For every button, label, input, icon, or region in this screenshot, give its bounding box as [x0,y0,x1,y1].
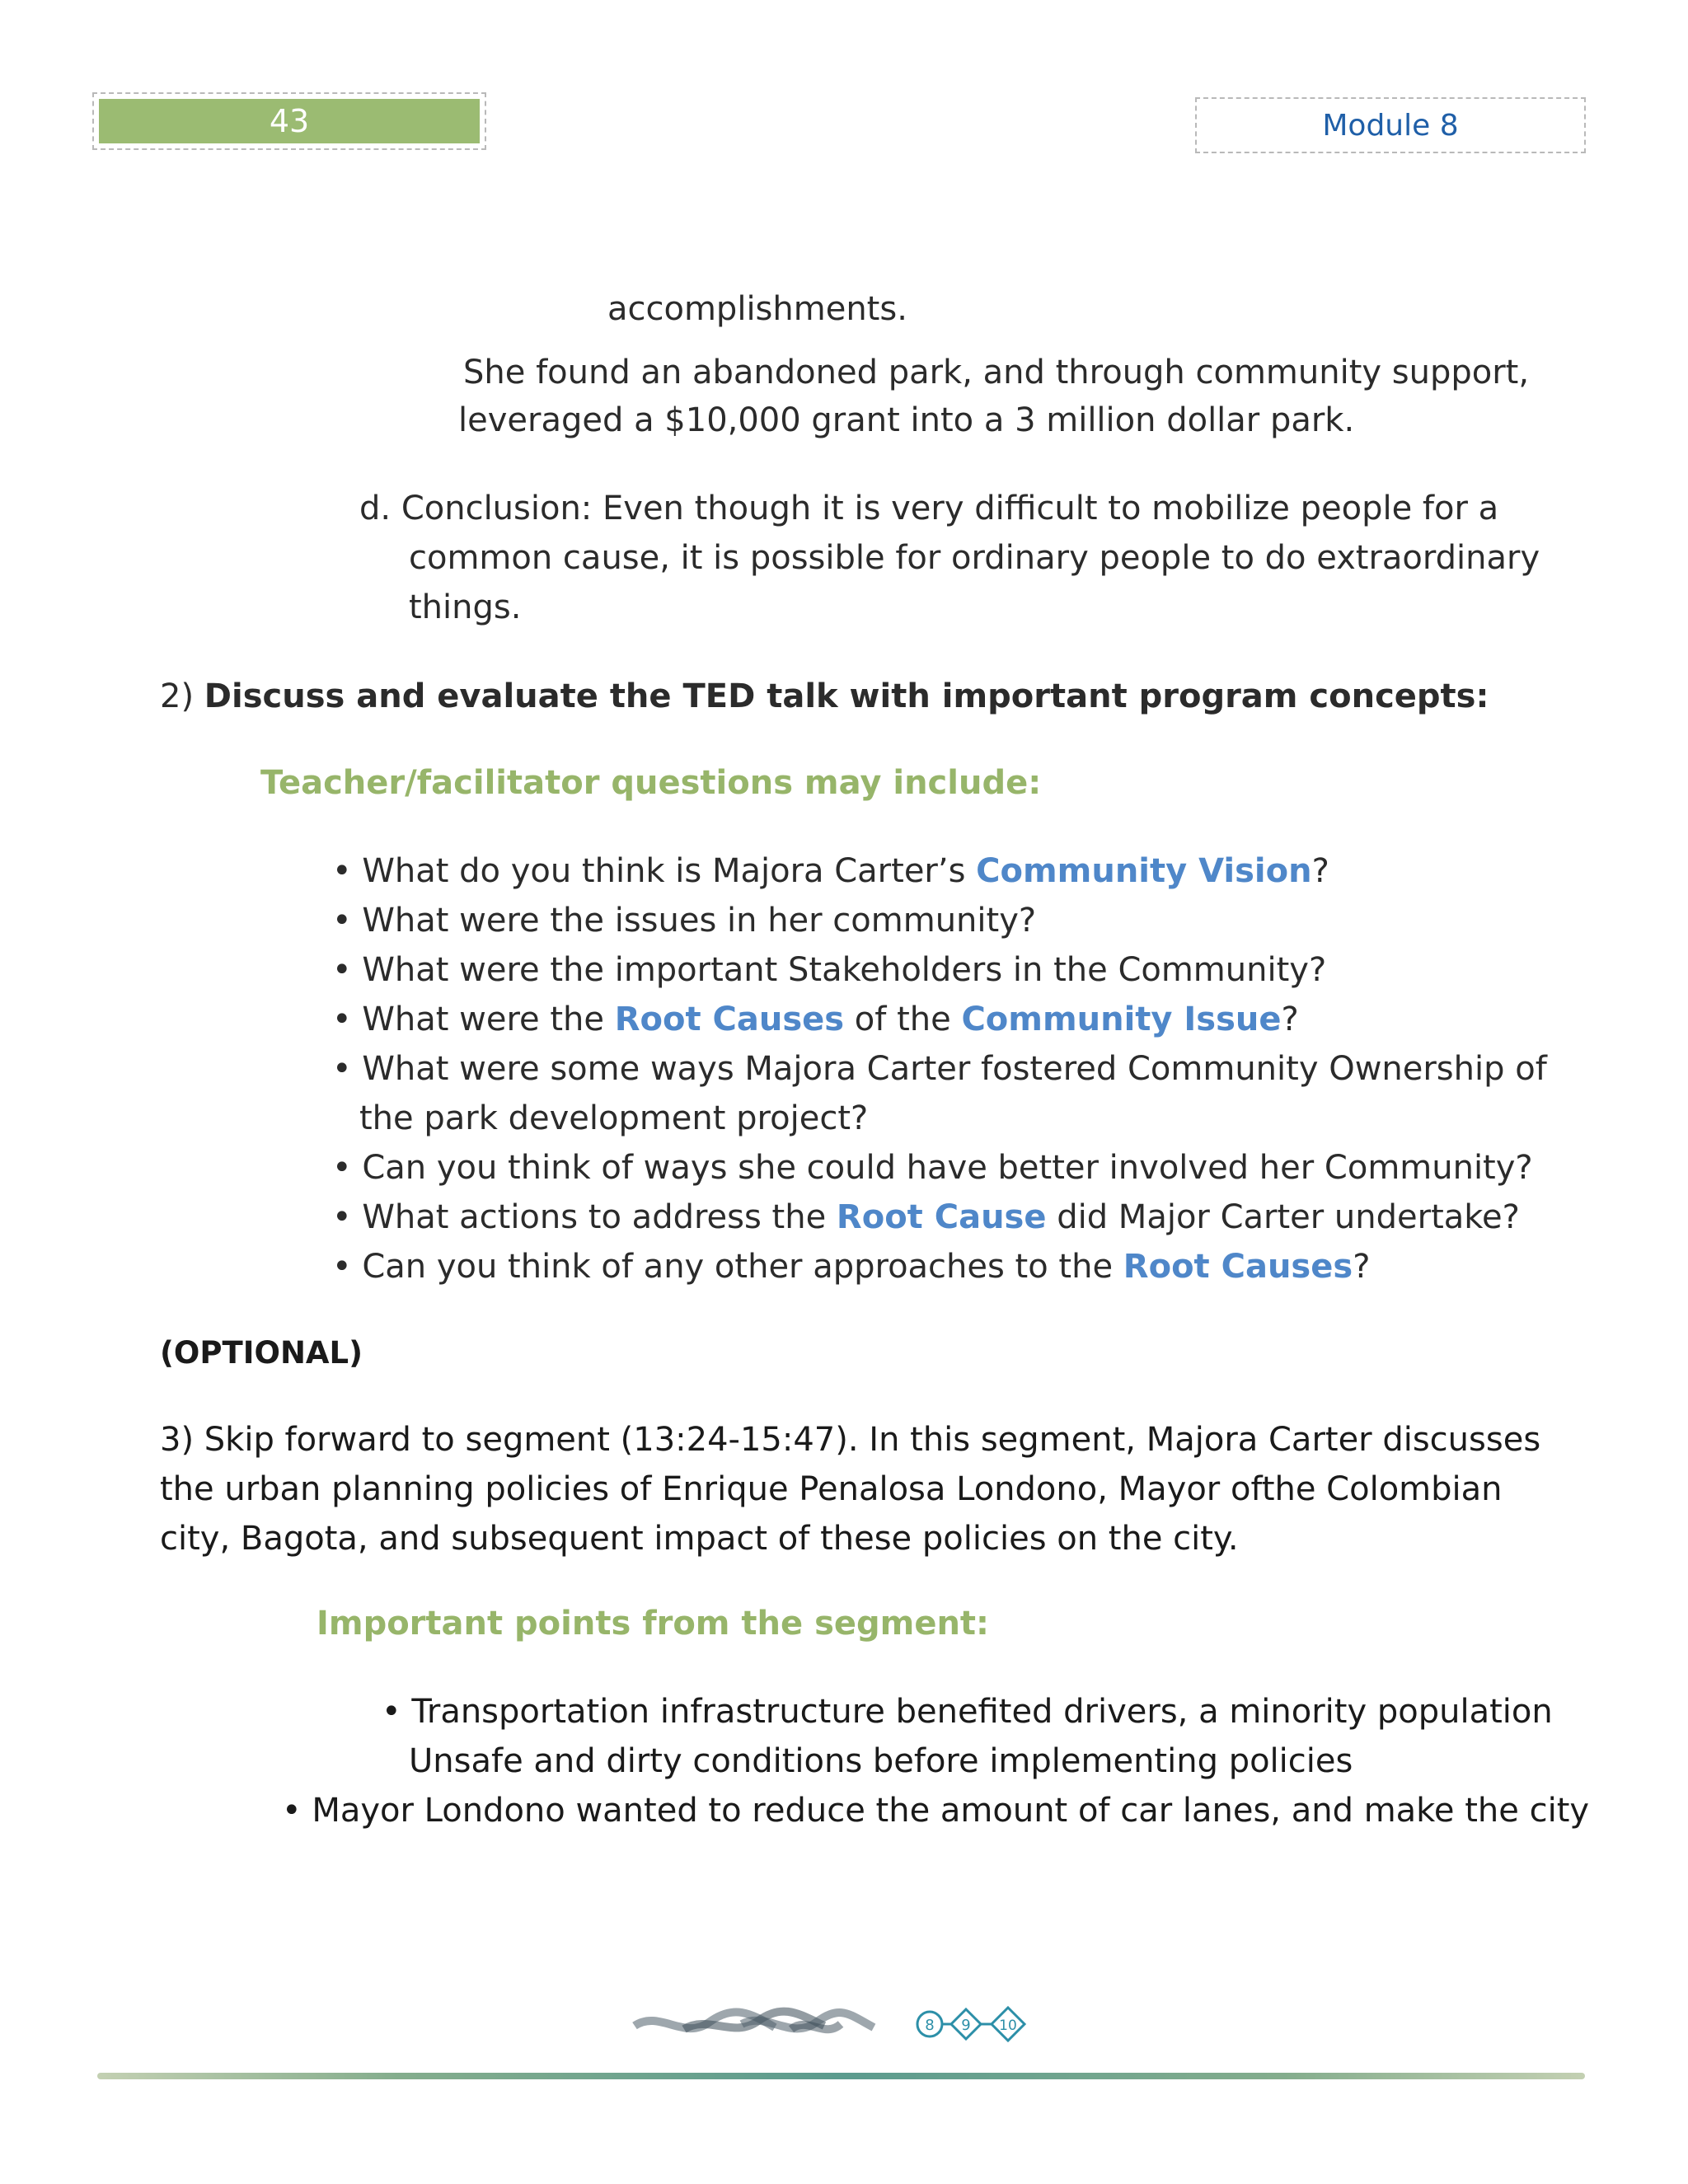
bullet: • [332,1001,352,1038]
list-item [332,896,1036,945]
footer-divider [97,2073,1585,2079]
item-text: ? [1353,1248,1371,1286]
module-9-marker [951,2009,981,2039]
list-item [332,945,1326,995]
list-item [332,1044,1547,1094]
conclusion-line: things. [409,588,522,626]
item-text: of the [844,1001,962,1038]
section-2-heading [160,672,1489,721]
bullet: • [332,902,352,940]
list-item [332,1242,1370,1291]
module-8-marker [917,2012,942,2036]
list-item [332,1143,1533,1193]
module-label: Module 8 [1195,97,1586,153]
bullet: • [382,1693,401,1731]
nav-number-10: 10 [999,2018,1017,2034]
text-line: accomplishments. [607,290,907,328]
bullet: • [332,1198,352,1236]
section-number: 2) [160,677,195,715]
nav-number-9: 9 [961,2017,971,2034]
bullet: • [282,1792,302,1830]
text-line: She found an abandoned park, and through community support, [463,354,1530,391]
list-item-continuation: the park development project? [359,1099,869,1137]
item-text: Mayor Londono wanted to reduce the amount of car lanes, and make the city [312,1792,1590,1830]
item-text: ? [1311,852,1329,890]
teacher-questions-heading: Teacher/facilitator questions may include: [260,764,1042,802]
item-text: did Major Carter undertake? [1046,1198,1520,1236]
item-text: What were the important Stakeholders in the Community? [362,951,1327,989]
module-10-marker [992,2008,1025,2041]
key-term: Root Cause [836,1198,1047,1236]
section-3-line: 3) Skip forward to segment (13:24-15:47). In this segment, Majora Carter discusses [160,1421,1541,1459]
item-text: Can you think of ways she could have better involved her Community? [362,1149,1533,1187]
nav-number-8: 8 [925,2017,935,2034]
list-item [332,1193,1520,1242]
key-term: Community Issue [961,1001,1282,1038]
key-term: Root Causes [1123,1248,1353,1286]
bullet: • [332,1248,352,1286]
item-text: Can you think of any other approaches to the [362,1248,1123,1286]
item-text: What were some ways Majora Carter fostered Community Ownership of [362,1050,1547,1088]
key-term: Community Vision [976,852,1312,890]
list-item-continuation: Unsafe and dirty conditions before implementing policies [409,1742,1353,1780]
item-text: What were the issues in her community? [362,902,1037,940]
list-item [282,1786,1589,1835]
section-3-line: city, Bagota, and subsequent impact of these policies on the city. [160,1520,1239,1558]
list-item [332,995,1299,1044]
conclusion-line: d. Conclusion: Even though it is very difficult to mobilize people for a [359,490,1499,527]
list-item [382,1687,1553,1736]
important-points-heading: Important points from the segment: [316,1605,990,1643]
item-text: What actions to address the [362,1198,837,1236]
section-3-line: the urban planning policies of Enrique Penalosa Londono, Mayor ofthe Colombian [160,1470,1503,1508]
item-text: What were the [362,1001,615,1038]
module-navigation [626,2001,1039,2047]
bullet: • [332,1149,352,1187]
item-text: ? [1281,1001,1299,1038]
list-item [332,846,1329,896]
section-heading-text: Discuss and evaluate the TED talk with important program concepts: [204,677,1489,715]
item-text: What do you think is Majora Carter’s [362,852,977,890]
bullet: • [332,1050,352,1088]
module-progress-scribbles [635,2012,874,2030]
bullet: • [332,852,352,890]
key-term: Root Causes [614,1001,845,1038]
item-text: Transportation infrastructure benefited drivers, a minority population [411,1693,1553,1731]
conclusion-line: common cause, it is possible for ordinary people to do extraordinary [409,539,1540,577]
page-number: 43 [99,99,480,143]
bullet: • [332,951,352,989]
optional-label: (OPTIONAL) [160,1335,363,1371]
text-line: leveraged a $10,000 grant into a 3 million dollar park. [458,401,1355,439]
